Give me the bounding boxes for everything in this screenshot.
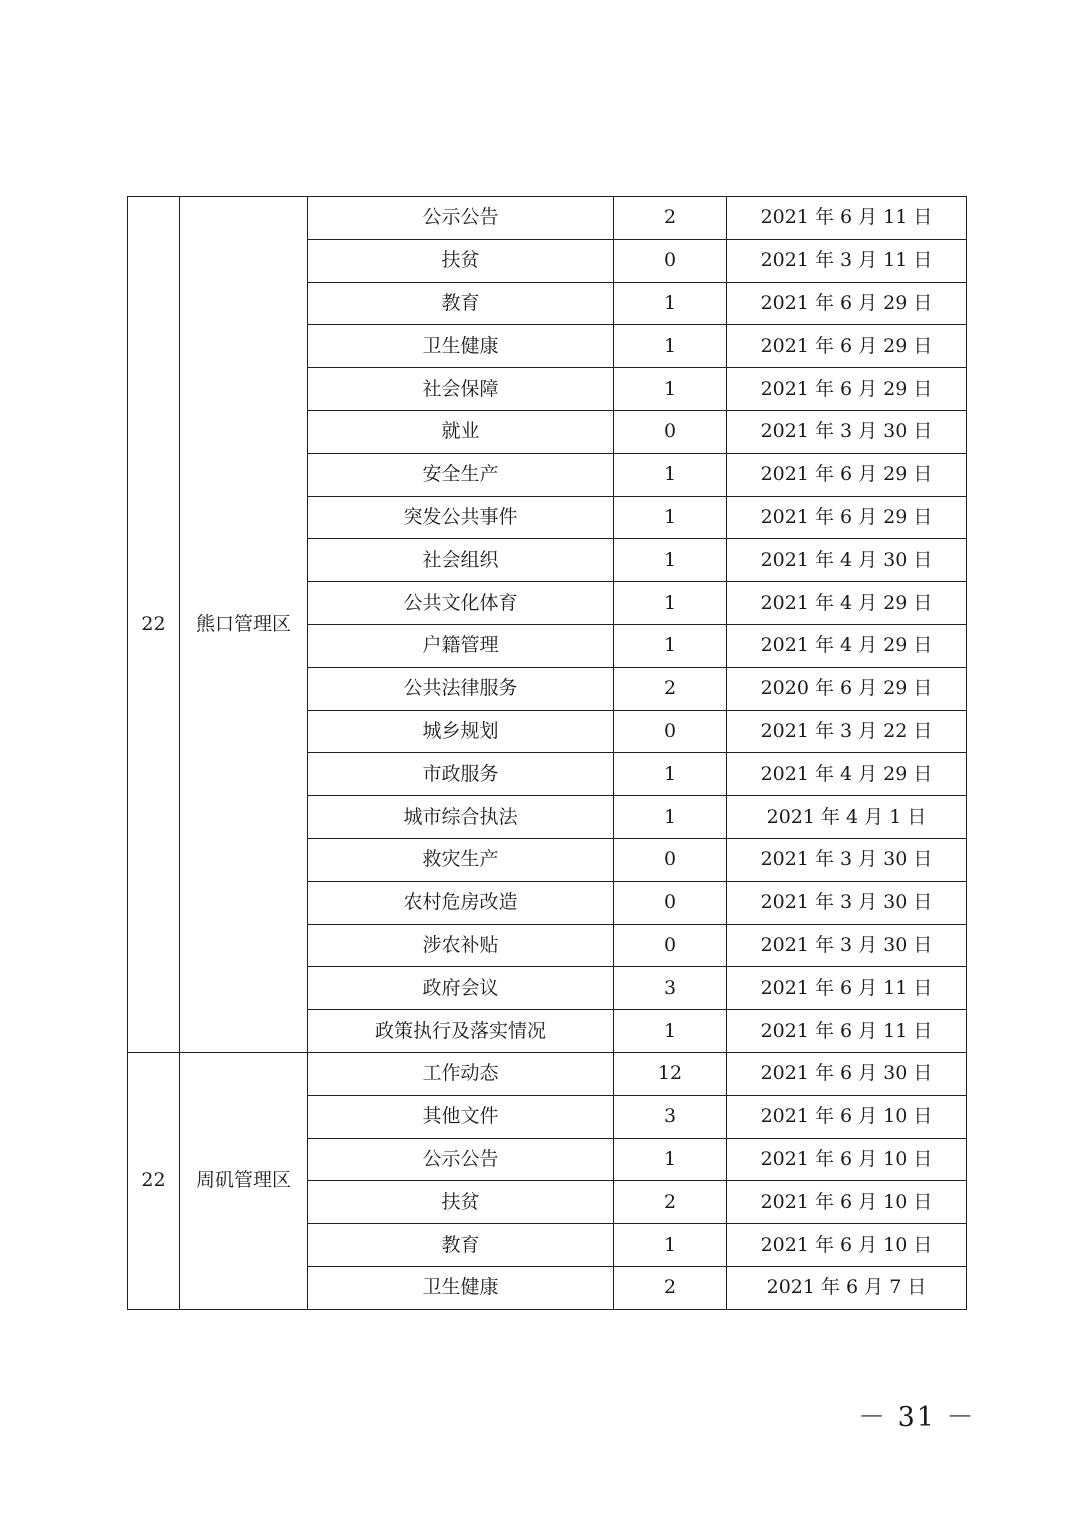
category-cell: 政策执行及落实情况 [308,1010,614,1053]
date-cell: 2021 年 3 月 11 日 [727,239,967,282]
date-cell: 2021 年 3 月 30 日 [727,410,967,453]
count-cell: 2 [614,1266,727,1309]
category-cell: 公示公告 [308,1138,614,1181]
date-cell: 2021 年 3 月 30 日 [727,838,967,881]
category-cell: 户籍管理 [308,624,614,667]
count-cell: 0 [614,410,727,453]
category-cell: 公共文化体育 [308,582,614,625]
category-cell: 扶贫 [308,1181,614,1224]
count-cell: 2 [614,197,727,240]
category-cell: 工作动态 [308,1052,614,1095]
count-cell: 1 [614,453,727,496]
date-cell: 2021 年 4 月 1 日 [727,796,967,839]
category-cell: 市政服务 [308,753,614,796]
date-cell: 2021 年 6 月 11 日 [727,967,967,1010]
district-name-cell: 熊口管理区 [180,197,308,1053]
date-cell: 2020 年 6 月 29 日 [727,667,967,710]
date-cell: 2021 年 3 月 30 日 [727,924,967,967]
date-cell: 2021 年 6 月 11 日 [727,197,967,240]
date-cell: 2021 年 6 月 10 日 [727,1095,967,1138]
count-cell: 0 [614,710,727,753]
category-cell: 安全生产 [308,453,614,496]
count-cell: 1 [614,539,727,582]
date-cell: 2021 年 6 月 29 日 [727,496,967,539]
page-number: － 31 － [858,1402,976,1433]
category-cell: 城乡规划 [308,710,614,753]
date-cell: 2021 年 4 月 29 日 [727,624,967,667]
date-cell: 2021 年 6 月 7 日 [727,1266,967,1309]
disclosure-table [127,196,967,1310]
count-cell: 12 [614,1052,727,1095]
count-cell: 1 [614,1138,727,1181]
group-index-cell: 22 [128,1052,180,1309]
count-cell: 3 [614,1095,727,1138]
category-cell: 公示公告 [308,197,614,240]
date-cell: 2021 年 6 月 11 日 [727,1010,967,1053]
count-cell: 0 [614,838,727,881]
count-cell: 1 [614,325,727,368]
category-cell: 卫生健康 [308,1266,614,1309]
category-cell: 教育 [308,282,614,325]
count-cell: 2 [614,1181,727,1224]
date-cell: 2021 年 4 月 29 日 [727,753,967,796]
date-cell: 2021 年 4 月 30 日 [727,539,967,582]
category-cell: 卫生健康 [308,325,614,368]
count-cell: 1 [614,796,727,839]
date-cell: 2021 年 6 月 30 日 [727,1052,967,1095]
date-cell: 2021 年 6 月 29 日 [727,282,967,325]
date-cell: 2021 年 6 月 29 日 [727,368,967,411]
count-cell: 1 [614,753,727,796]
date-cell: 2021 年 6 月 10 日 [727,1138,967,1181]
category-cell: 公共法律服务 [308,667,614,710]
district-name-cell: 周矶管理区 [180,1052,308,1309]
date-cell: 2021 年 6 月 10 日 [727,1181,967,1224]
category-cell: 突发公共事件 [308,496,614,539]
count-cell: 2 [614,667,727,710]
category-cell: 就业 [308,410,614,453]
date-cell: 2021 年 3 月 30 日 [727,881,967,924]
table-row [128,197,967,240]
category-cell: 社会保障 [308,368,614,411]
date-cell: 2021 年 6 月 29 日 [727,453,967,496]
category-cell: 城市综合执法 [308,796,614,839]
date-cell: 2021 年 6 月 10 日 [727,1224,967,1267]
count-cell: 1 [614,496,727,539]
category-cell: 涉农补贴 [308,924,614,967]
date-cell: 2021 年 6 月 29 日 [727,325,967,368]
group-index-cell: 22 [128,197,180,1053]
count-cell: 1 [614,1224,727,1267]
count-cell: 0 [614,239,727,282]
category-cell: 救灾生产 [308,838,614,881]
category-cell: 社会组织 [308,539,614,582]
date-cell: 2021 年 4 月 29 日 [727,582,967,625]
category-cell: 其他文件 [308,1095,614,1138]
count-cell: 1 [614,1010,727,1053]
date-cell: 2021 年 3 月 22 日 [727,710,967,753]
table-row [128,1052,967,1095]
count-cell: 1 [614,368,727,411]
category-cell: 教育 [308,1224,614,1267]
count-cell: 0 [614,881,727,924]
count-cell: 1 [614,624,727,667]
category-cell: 农村危房改造 [308,881,614,924]
count-cell: 0 [614,924,727,967]
category-cell: 扶贫 [308,239,614,282]
count-cell: 1 [614,282,727,325]
table-body [128,197,967,1310]
count-cell: 3 [614,967,727,1010]
category-cell: 政府会议 [308,967,614,1010]
count-cell: 1 [614,582,727,625]
